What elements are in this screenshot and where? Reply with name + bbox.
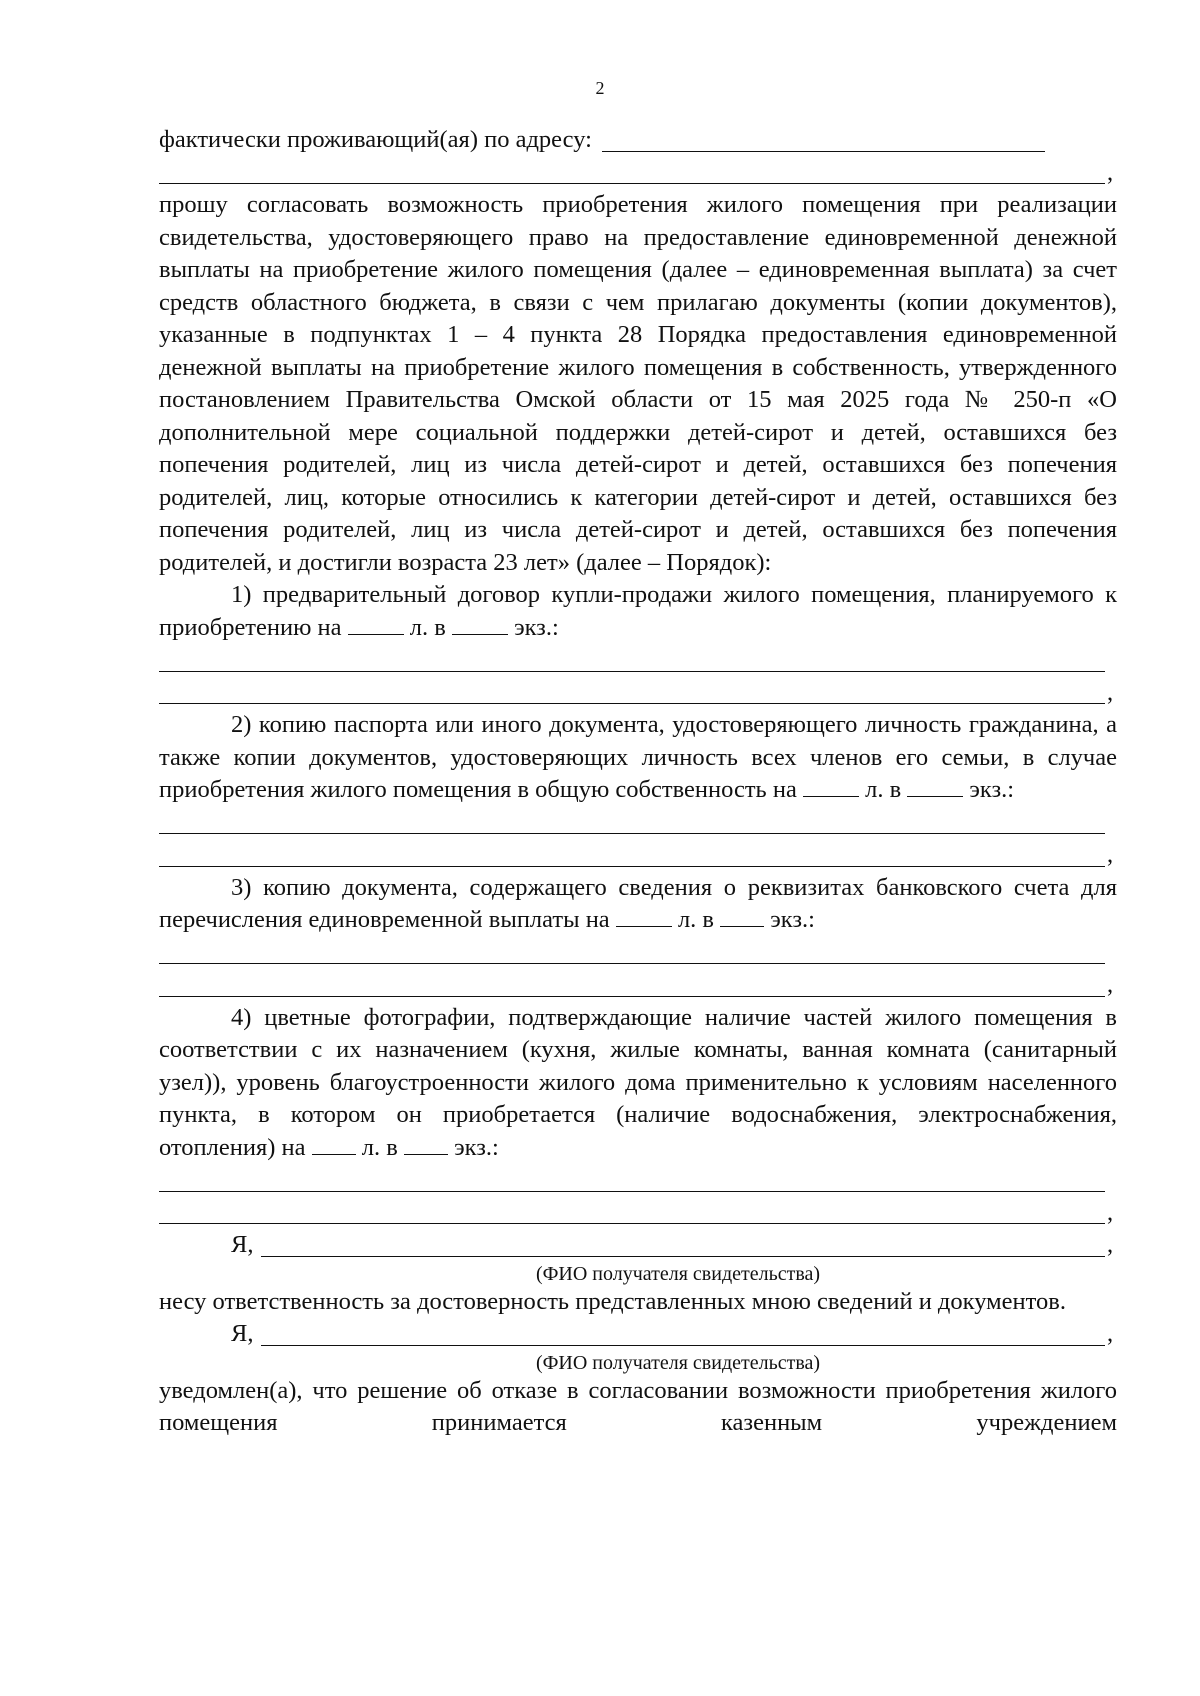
list-item-4 [159, 1002, 1117, 1165]
item-4-field-1[interactable] [159, 1167, 1105, 1192]
comma: , [1107, 1320, 1114, 1347]
declaration-1-row [159, 1229, 1117, 1262]
list-item-1 [159, 579, 1117, 644]
item-4-line-1 [159, 1164, 1117, 1197]
address-row [159, 124, 1117, 157]
item-1-line-2 [159, 677, 1117, 710]
item-text: 4) цветные фотографии, подтверждающие наличие частей жилого помещения в соответствии с их назначением (кухня, жилые комнаты, ванная комната (санитарный узел)), уровень благоустроенности жилого дома применительно к условиям населенного пункта, в котором он приобретается (наличие водоснабжения, электроснабжения, отопления) на [159, 1003, 1117, 1161]
comma: , [1107, 678, 1114, 706]
pages-field[interactable] [348, 612, 404, 635]
item-1-field-1[interactable] [159, 647, 1105, 672]
copies-field[interactable] [452, 612, 508, 635]
item-text: 1) предварительный договор купли-продажи жилого помещения, планируемого к приобретению на [159, 581, 1117, 641]
item-4-field-2[interactable] [159, 1199, 1105, 1224]
declaration-prefix: Я, [231, 1320, 254, 1347]
pages-unit: л. в [677, 906, 714, 933]
address-field[interactable] [602, 127, 1045, 152]
recipient-name-field[interactable] [261, 1232, 1105, 1257]
list-item-2 [159, 709, 1117, 807]
comma: , [1107, 1231, 1114, 1258]
list-item-3 [159, 872, 1117, 937]
copies-field[interactable] [907, 774, 963, 797]
comma: , [1107, 1198, 1114, 1226]
field-caption: (ФИО получателя свидетельства) [535, 1351, 821, 1374]
document-body [159, 124, 1117, 1440]
copies-unit: экз.: [770, 906, 815, 933]
field-caption: (ФИО получателя свидетельства) [535, 1262, 821, 1285]
intro-paragraph: прошу согласовать возможность приобретения жилого помещения при реализации свидетельства, удостоверяющего право на предоставление единовременной денежной выплаты на приобретение жилого помещения (далее – единовременная выплата) за счет средств областного бюджета, в связи с чем прилагаю документы (копии документов), указанные в подпунктах 1 – 4 пункта 28 Порядка предоставления единовременной денежной выплаты на приобретение жилого помещения в собственность, утвержденного постановлением Правительства Омской области от 15 мая 2025 года № 250-п «О дополнительной мере социальной поддержки детей-сирот и детей, оставшихся без попечения родителей, лиц из числа детей-сирот и детей, оставшихся без попечения родителей, лиц, которые относились к категории детей-сирот и детей, оставшихся без попечения родителей, лиц из числа детей-сирот и детей, оставшихся без попечения родителей, и достигли возраста 23 лет» (далее – Порядок): [159, 191, 1117, 576]
copies-unit: экз.: [969, 776, 1015, 803]
address-field-2[interactable] [159, 159, 1105, 184]
item-2-field-2[interactable] [159, 842, 1105, 867]
item-3-field-1[interactable] [159, 939, 1105, 964]
item-3-field-2[interactable] [159, 972, 1105, 997]
item-3-line-2 [159, 969, 1117, 1002]
address-label: фактически проживающий(ая) по адресу: [159, 126, 592, 153]
pages-unit: л. в [409, 613, 446, 641]
item-1-field-2[interactable] [159, 679, 1105, 704]
copies-unit: экз.: [454, 1133, 499, 1161]
comma: , [1107, 971, 1114, 998]
pages-field[interactable] [616, 904, 672, 927]
item-2-line-2 [159, 839, 1117, 872]
pages-unit: л. в [361, 1133, 398, 1161]
pages-field[interactable] [803, 774, 859, 797]
address-row-2 [159, 157, 1117, 190]
item-4-line-2 [159, 1197, 1117, 1230]
declaration-2-row [159, 1318, 1117, 1351]
copies-unit: экз.: [514, 613, 559, 641]
item-2-line-1 [159, 807, 1117, 840]
comma: , [1107, 841, 1114, 868]
item-3-line-1 [159, 937, 1117, 970]
comma: , [1107, 158, 1114, 186]
page-number: 2 [595, 78, 605, 98]
pages-field[interactable] [312, 1132, 356, 1155]
declaration-prefix: Я, [231, 1231, 254, 1258]
item-text: 3) копию документа, содержащего сведения о реквизитах банковского счета для перечисления единовременной выплаты на [159, 873, 1117, 933]
declaration-1-text: несу ответственность за достоверность представленных мною сведений и документов. [159, 1287, 1066, 1315]
item-1-line-1 [159, 644, 1117, 677]
item-text: 2) копию паспорта или иного документа, удостоверяющего личность гражданина, а также копии документов, удостоверяющих личность всех членов его семьи, в случае приобретения жилого помещения в общую собственность на [159, 711, 1117, 803]
recipient-name-field[interactable] [261, 1321, 1105, 1346]
item-2-field-1[interactable] [159, 809, 1105, 834]
declaration-2-text: уведомлен(а), что решение об отказе в согласовании возможности приобретения жилого помещения принимается казенным учреждением [159, 1376, 1117, 1436]
copies-field[interactable] [404, 1132, 448, 1155]
pages-unit: л. в [865, 776, 902, 803]
copies-field[interactable] [720, 904, 764, 927]
